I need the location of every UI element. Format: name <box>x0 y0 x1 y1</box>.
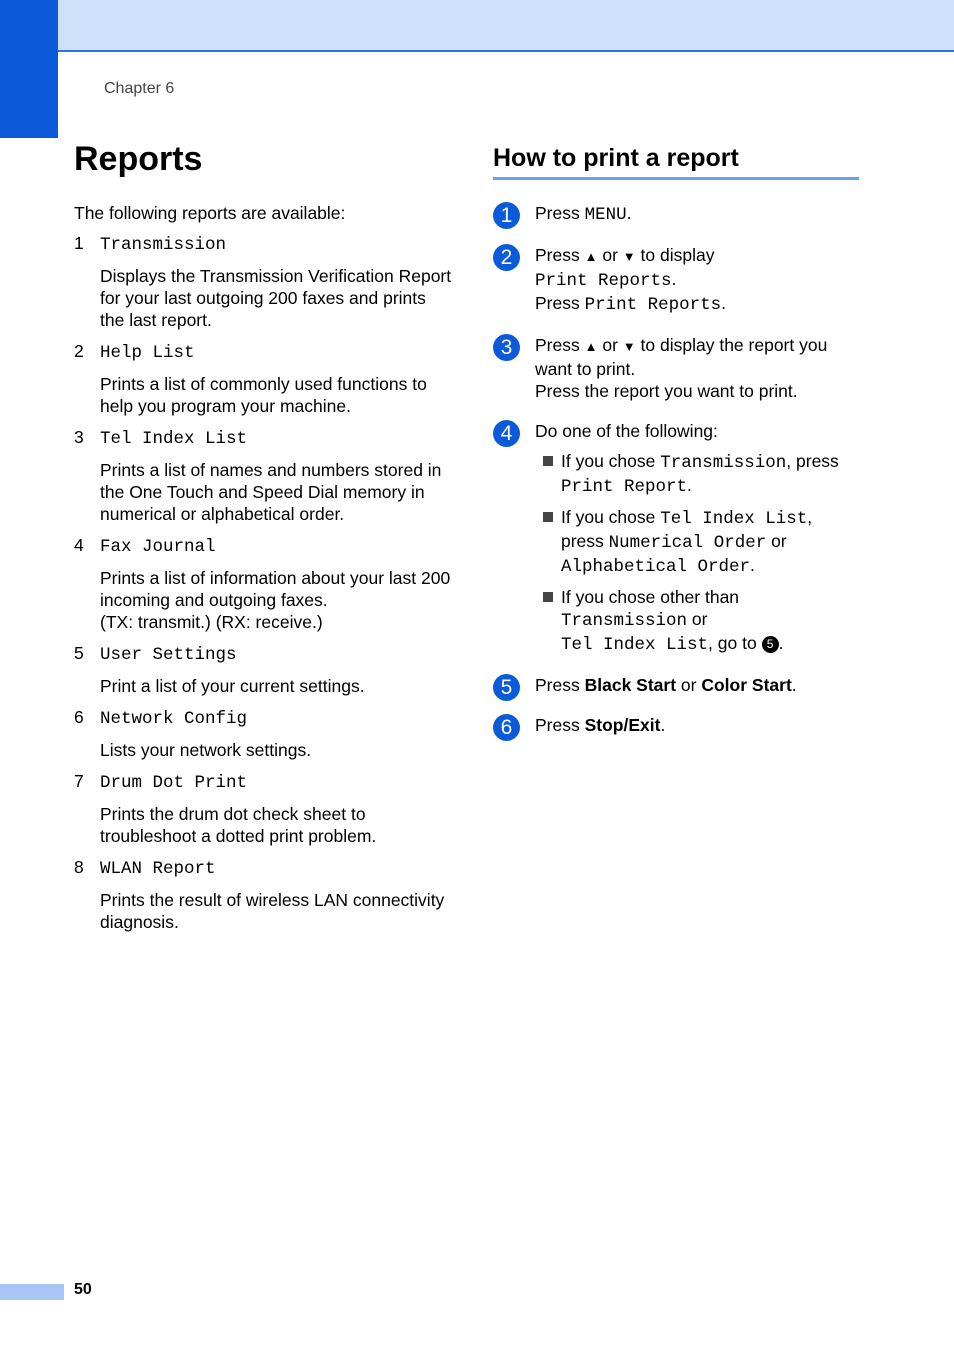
report-description-note: (TX: transmit.) (RX: receive.) <box>100 612 323 632</box>
page-title: Reports <box>74 140 203 178</box>
report-item <box>74 856 454 933</box>
menu-option: Print Reports <box>584 295 722 315</box>
down-arrow-icon: ▼ <box>622 339 636 354</box>
report-item <box>74 426 454 525</box>
report-item <box>74 534 454 633</box>
report-name: Transmission <box>100 235 227 255</box>
step-number-badge: 1 <box>493 202 520 229</box>
report-name: Network Config <box>100 709 248 729</box>
report-description: Displays the Transmission Verification Report for your last outgoing 200 faxes and prints the last report. <box>100 266 452 330</box>
report-description: Prints a list of names and numbers stored in the One Touch and Speed Dial memory in numerical or alphabetical order. <box>100 460 442 524</box>
step-number-badge: 3 <box>493 334 520 361</box>
report-name: WLAN Report <box>100 859 216 879</box>
option-item: If you chose Transmission, press Print Report. <box>543 450 863 498</box>
step-1: 1 Press MENU. <box>493 202 863 226</box>
report-description: Prints the result of wireless LAN connectivity diagnosis. <box>100 890 445 932</box>
option-item: If you chose Tel Index List, press Numerical Order or Alphabetical Order. <box>543 506 863 578</box>
down-arrow-icon: ▼ <box>622 249 636 264</box>
up-arrow-icon: ▲ <box>584 339 598 354</box>
step-3: 3 Press ▲ or ▼ to display the report you want to print. Press the report you want to print. <box>493 334 863 402</box>
report-number: 8 <box>74 857 84 877</box>
option-item: If you chose other than Transmission or Tel Index List, go to 5 . <box>543 586 863 656</box>
step-number-badge: 6 <box>493 714 520 741</box>
report-item <box>74 232 454 331</box>
page-number: 50 <box>74 1281 92 1298</box>
reports-list <box>74 202 454 942</box>
report-description: Prints a list of commonly used functions to help you program your machine. <box>100 374 427 416</box>
report-item <box>74 642 454 697</box>
chapter-label: Chapter 6 <box>104 80 175 97</box>
report-number: 5 <box>74 643 84 663</box>
report-item <box>74 770 454 847</box>
report-description: Prints the drum dot check sheet to troubleshoot a dotted print problem. <box>100 804 377 846</box>
report-number: 6 <box>74 707 84 727</box>
section-title: How to print a report <box>493 144 859 180</box>
color-start-key: Color Start <box>701 675 792 695</box>
report-name: Help List <box>100 343 195 363</box>
report-name: User Settings <box>100 645 237 665</box>
report-number: 4 <box>74 535 84 555</box>
steps-list <box>493 202 863 754</box>
report-number: 2 <box>74 341 84 361</box>
report-number: 1 <box>74 233 84 253</box>
bullet-square-icon <box>543 512 553 522</box>
report-item <box>74 340 454 417</box>
step-number-badge: 4 <box>493 420 520 447</box>
report-number: 7 <box>74 771 84 791</box>
option-list <box>543 450 863 656</box>
intro-text: The following reports are available: <box>74 203 346 223</box>
step-4: 4 Do one of the following: If you chose Transmission, press Print Report. If you chose Tel Index List, press Numerical Order or Alphabetical Order. If you chose other than Transmission or Tel Index List, go to 5 . <box>493 420 863 656</box>
menu-key: MENU <box>584 205 627 225</box>
report-number: 3 <box>74 427 84 447</box>
report-name: Drum Dot Print <box>100 773 248 793</box>
step-5: 5 Press Black Start or Color Start. <box>493 674 863 696</box>
step-number-badge: 2 <box>493 244 520 271</box>
report-description: Lists your network settings. <box>100 740 312 760</box>
bullet-square-icon <box>543 592 553 602</box>
bullet-square-icon <box>543 456 553 466</box>
report-name: Tel Index List <box>100 429 248 449</box>
menu-option: Print Reports <box>535 271 672 291</box>
report-description: Print a list of your current settings. <box>100 676 365 696</box>
report-name: Fax Journal <box>100 537 216 557</box>
report-item <box>74 706 454 761</box>
chapter-tab <box>0 0 58 138</box>
stop-exit-key: Stop/Exit <box>584 715 661 735</box>
header-band <box>0 0 954 52</box>
black-start-key: Black Start <box>584 675 677 695</box>
step-6: 6 Press Stop/Exit. <box>493 714 863 736</box>
step-number-badge: 5 <box>493 674 520 701</box>
footer-bar <box>0 1284 64 1300</box>
step-2: 2 Press ▲ or ▼ to display Print Reports. Press Print Reports. <box>493 244 863 316</box>
up-arrow-icon: ▲ <box>584 249 598 264</box>
step-reference-badge[interactable]: 5 <box>762 636 779 653</box>
report-description: Prints a list of information about your last 200 incoming and outgoing faxes. <box>100 568 451 610</box>
